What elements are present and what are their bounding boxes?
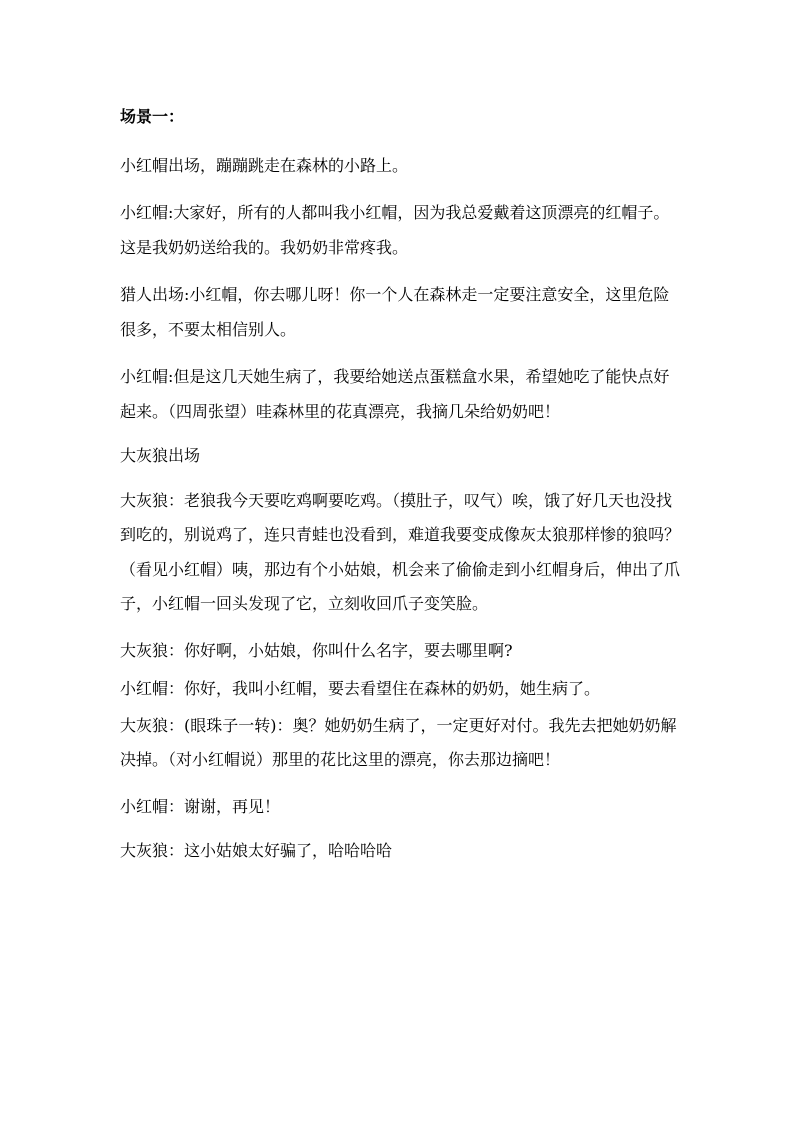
paragraph-6: 大灰狼：老狼我今天要吃鸡啊要吃鸡。（摸肚子，叹气）唉，饿了好几天也没找到吃的，别说鸡了，连只青蛙也没看到，难道我要变成像灰太狼那样惨的狼吗？（看见小红帽）咦，那边有个小姑娘，机会来了偷偷走到小红帽身后，伸出了爪子，小红帽一回头发现了它，立刻收回爪子变笑脸。 bbox=[120, 490, 681, 613]
document-body bbox=[120, 100, 680, 869]
scene-heading: 场景一： bbox=[120, 107, 185, 126]
paragraph-1: 小红帽出场，蹦蹦跳走在森林的小路上。 bbox=[120, 155, 409, 175]
paragraph-2: 小红帽:大家好，所有的人都叫我小红帽，因为我总爱戴着这顶漂亮的红帽子。这是我奶奶送给我的。我奶奶非常疼我。 bbox=[120, 203, 670, 257]
paragraph-4: 小红帽:但是这几天她生病了，我要给她送点蛋糕盒水果，希望她吃了能快点好起来。（四周张望）哇森林里的花真漂亮，我摘几朵给奶奶吧！ bbox=[120, 367, 670, 421]
paragraph-10: 小红帽：谢谢，再见！ bbox=[120, 796, 281, 816]
paragraph-8: 小红帽：你好，我叫小红帽，要去看望住在森林的奶奶，她生病了。 bbox=[120, 679, 601, 698]
paragraph-5: 大灰狼出场 bbox=[120, 446, 201, 465]
paragraph-9: 大灰狼：(眼珠子一转)：奥？她奶奶生病了，一定更好对付。我先去把她奶奶解决掉。（对小红帽说）那里的花比这里的漂亮，你去那边摘吧！ bbox=[120, 715, 677, 769]
paragraph-7: 大灰狼：你好啊，小姑娘，你叫什么名字，要去哪里啊? bbox=[120, 640, 513, 660]
paragraph-3: 猎人出场:小红帽，你去哪儿呀！你一个人在森林走一定要注意安全，这里危险很多，不要太相信别人。 bbox=[120, 285, 670, 339]
paragraph-11: 大灰狼：这小姑娘太好骗了，哈哈哈哈 bbox=[120, 841, 393, 860]
